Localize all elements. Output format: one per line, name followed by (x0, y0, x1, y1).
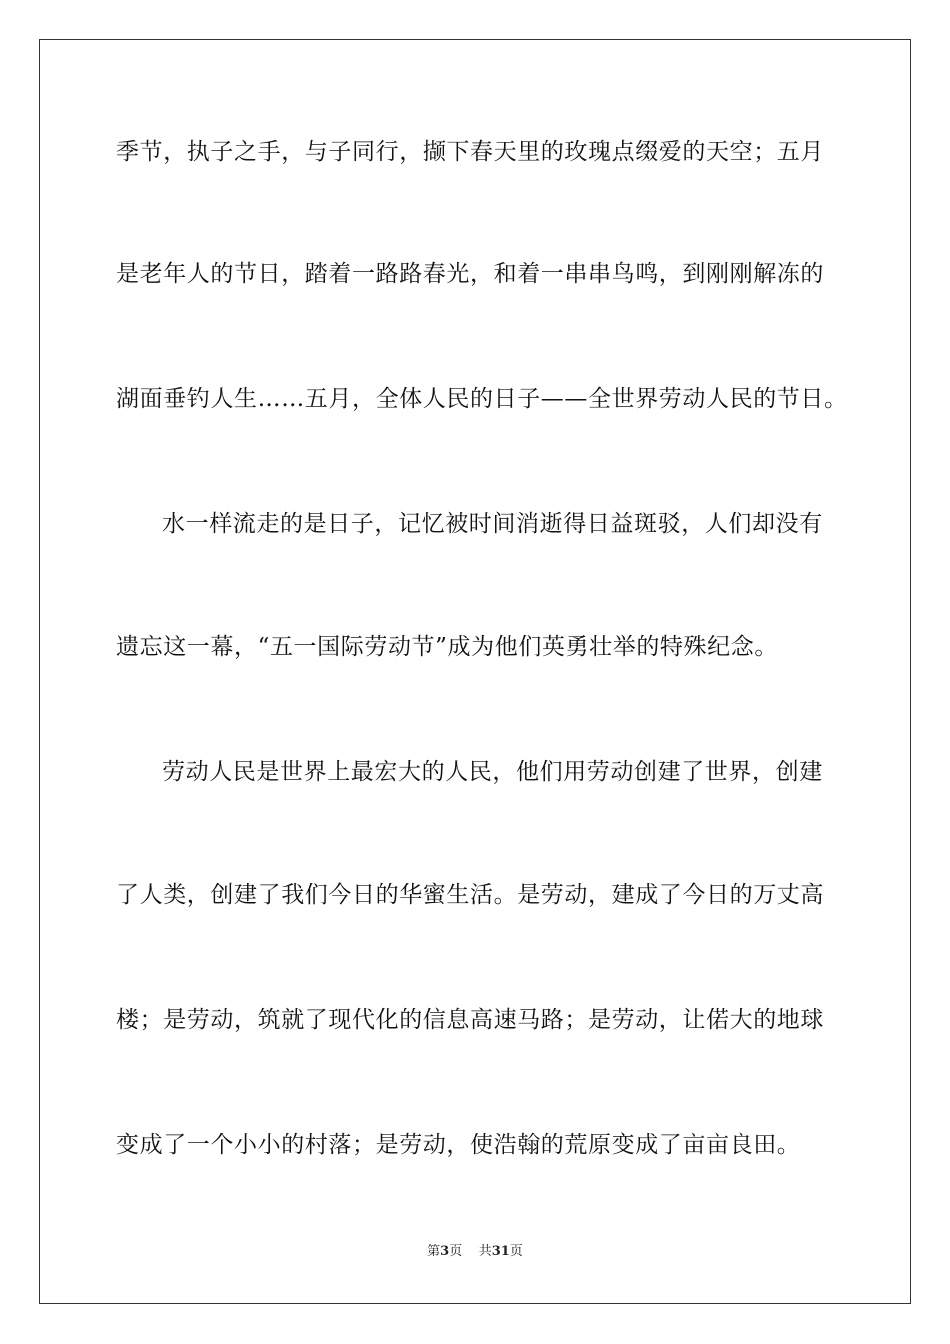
page-footer (0, 1244, 950, 1260)
body-line-6: 劳动人民是世界上最宏大的人民，他们用劳动创建了世界，创建 (162, 759, 823, 785)
body-line-3: 湖面垂钓人生……五月，全体人民的日子——全世界劳动人民的节日。 (116, 386, 848, 412)
footer-page-suffix: 页 (449, 1244, 463, 1259)
body-line-7: 了人类，创建了我们今日的华蜜生活。是劳动，建成了今日的万丈高 (116, 882, 824, 908)
body-line-5: 遗忘这一幕，“五一国际劳动节”成为他们英勇壮举的特殊纪念。 (116, 634, 778, 660)
footer-total-prefix: 共 (478, 1244, 492, 1259)
footer-page-prefix: 第 (427, 1244, 441, 1259)
body-line-1: 季节，执子之手，与子同行，撷下春天里的玫瑰点缀爱的天空；五月 (116, 139, 824, 165)
body-line-8: 楼；是劳动，筑就了现代化的信息高速马路；是劳动，让偌大的地球 (116, 1007, 824, 1033)
body-line-2: 是老年人的节日，踏着一路路春光，和着一串串鸟鸣，到刚刚解冻的 (116, 261, 824, 287)
footer-total-pages: 31 (491, 1244, 510, 1259)
body-line-4: 水一样流走的是日子，记忆被时间消逝得日益斑驳，人们却没有 (162, 511, 823, 537)
footer-total-suffix: 页 (509, 1244, 523, 1259)
page-border (39, 39, 911, 1304)
footer-page-number: 3 (440, 1244, 450, 1259)
body-line-9: 变成了一个小小的村落；是劳动，使浩翰的荒原变成了亩亩良田。 (116, 1132, 801, 1158)
